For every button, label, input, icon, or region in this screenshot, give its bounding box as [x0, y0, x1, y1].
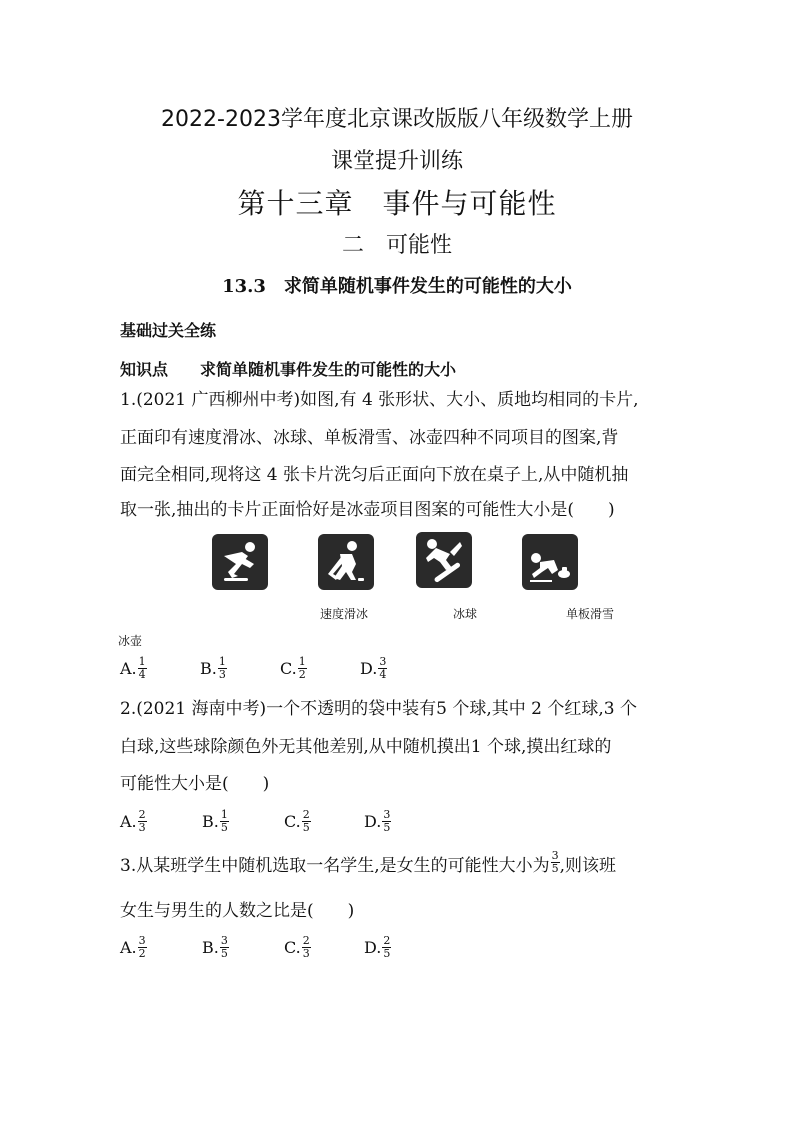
q3-option-b[interactable]: [202, 935, 284, 959]
option-letter: C.: [284, 937, 301, 957]
q1-option-c[interactable]: [280, 656, 360, 680]
speed-skating-icon: [212, 534, 268, 590]
section-title: 二 可能性: [341, 233, 452, 258]
numerator: 1: [220, 808, 228, 821]
denominator: 5: [220, 820, 228, 834]
numerator: 2: [302, 808, 310, 821]
document-subtitle: 课堂提升训练: [330, 149, 463, 174]
numerator: 1: [138, 655, 146, 668]
q1-line: 面完全相同,现将这 4 张卡片洗匀后正面向下放在桌子上,从中随机抽: [120, 465, 629, 485]
q2-line: 白球,这些球除颜色外无其他差别,从中随机摸出1 个球,摸出红球的: [120, 737, 612, 757]
fraction: [382, 935, 391, 959]
numerator: 3: [383, 808, 391, 821]
option-letter: B.: [202, 811, 219, 831]
option-letter: C.: [284, 811, 301, 831]
numerator: 3: [551, 849, 559, 863]
fraction: [298, 656, 307, 680]
q3-line: 女生与男生的人数之比是( ): [120, 901, 355, 921]
denominator: 5: [383, 946, 391, 960]
numerator: 1: [298, 655, 306, 668]
q3-text-post: ,则该班: [559, 856, 617, 876]
caption-curling: 冰壶: [118, 634, 143, 648]
q2-option-b[interactable]: [202, 809, 284, 833]
q1-options: [120, 656, 440, 680]
option-letter: A.: [120, 937, 137, 957]
numerator: 2: [138, 808, 146, 821]
denominator: 5: [551, 862, 559, 875]
caption-speed-skating: 速度滑冰: [320, 607, 369, 621]
q3-option-d[interactable]: [364, 935, 444, 959]
q2-line: 2.(2021 海南中考)一个不透明的袋中装有5 个球,其中 2 个红球,3 个: [120, 699, 638, 719]
option-letter: A.: [120, 811, 137, 831]
numerator: 2: [383, 934, 391, 947]
denominator: 5: [383, 820, 391, 834]
fraction: [138, 935, 147, 959]
numerator: 3: [379, 655, 387, 668]
chapter-title: 第十三章 事件与可能性: [237, 187, 557, 220]
fraction: [138, 656, 147, 680]
fraction: [302, 935, 311, 959]
q2-option-c[interactable]: [284, 809, 364, 833]
fraction: [551, 850, 560, 874]
numerator: 1: [218, 655, 226, 668]
fraction: [138, 809, 147, 833]
denominator: 5: [302, 820, 310, 834]
practice-title: 基础过关全练: [120, 321, 217, 340]
option-letter: D.: [364, 937, 382, 957]
q3-text-pre: 3.从某班学生中随机选取一名学生,是女生的可能性大小为: [120, 856, 550, 876]
option-letter: A.: [120, 658, 137, 678]
q2-option-a[interactable]: [120, 809, 202, 833]
q3-options: [120, 935, 444, 959]
numerator: 3: [220, 934, 228, 947]
document-title: 2022-2023学年度北京课改版版八年级数学上册: [161, 107, 633, 132]
curling-icon: [522, 534, 578, 590]
ice-hockey-icon: [318, 534, 374, 590]
snowboarding-icon: [416, 532, 472, 588]
knowledge-point: 知识点 求简单随机事件发生的可能性的大小: [120, 360, 457, 379]
denominator: 2: [298, 667, 306, 681]
q3-option-a[interactable]: [120, 935, 202, 959]
denominator: 5: [220, 946, 228, 960]
caption-ice-hockey: 冰球: [453, 607, 478, 621]
fraction: [302, 809, 311, 833]
option-letter: B.: [200, 658, 217, 678]
denominator: 3: [138, 820, 146, 834]
option-letter: B.: [202, 937, 219, 957]
fraction: [218, 656, 227, 680]
q1-option-a[interactable]: [120, 656, 200, 680]
option-letter: D.: [360, 658, 378, 678]
q1-option-d[interactable]: [360, 656, 440, 680]
denominator: 3: [302, 946, 310, 960]
q1-line: 取一张,抽出的卡片正面恰好是冰壶项目图案的可能性大小是( ): [120, 500, 615, 520]
denominator: 2: [138, 946, 146, 960]
q2-line: 可能性大小是( ): [120, 774, 270, 794]
q2-options: [120, 809, 444, 833]
option-letter: D.: [364, 811, 382, 831]
q1-option-b[interactable]: [200, 656, 280, 680]
caption-snowboarding: 单板滑雪: [566, 607, 615, 621]
q1-line: 1.(2021 广西柳州中考)如图,有 4 张形状、大小、质地均相同的卡片,: [120, 390, 639, 410]
numerator: 2: [302, 934, 310, 947]
option-letter: C.: [280, 658, 297, 678]
denominator: 4: [138, 667, 146, 681]
q3-line: [120, 849, 617, 876]
denominator: 3: [218, 667, 226, 681]
fraction: [220, 935, 229, 959]
fraction: [382, 809, 391, 833]
fraction: [378, 656, 387, 680]
q2-option-d[interactable]: [364, 809, 444, 833]
denominator: 4: [379, 667, 387, 681]
q3-option-c[interactable]: [284, 935, 364, 959]
fraction: [220, 809, 229, 833]
q1-line: 正面印有速度滑冰、冰球、单板滑雪、冰壶四种不同项目的图案,背: [120, 428, 619, 448]
numerator: 3: [138, 934, 146, 947]
lesson-title: 13.3 求简单随机事件发生的可能性的大小: [222, 276, 572, 297]
